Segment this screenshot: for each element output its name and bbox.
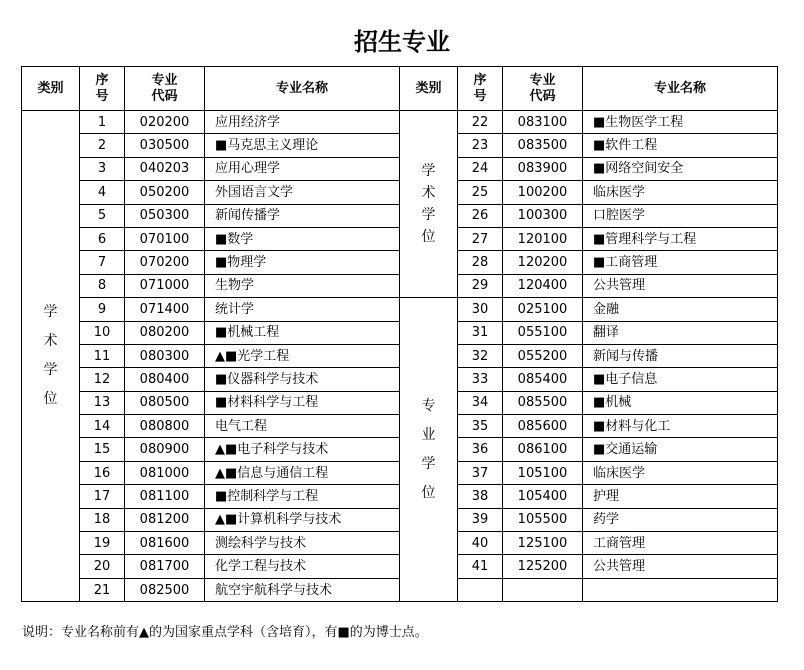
header-seq-right: 序号	[458, 67, 503, 111]
code-cell: 071400	[125, 298, 205, 321]
name-cell: ■交通运输	[583, 438, 778, 461]
seq-cell: 7	[80, 251, 125, 274]
code-cell: 100300	[503, 204, 583, 227]
code-cell: 070100	[125, 227, 205, 250]
seq-cell: 11	[80, 344, 125, 367]
name-cell: ■机械工程	[205, 321, 400, 344]
name-cell: ■材料科学与工程	[205, 391, 400, 414]
header-seq: 序号	[80, 67, 125, 111]
name-cell: ■生物医学工程	[583, 111, 778, 134]
name-cell: 化学工程与技术	[205, 555, 400, 578]
code-cell: 083500	[503, 134, 583, 157]
name-cell: 护理	[583, 485, 778, 508]
seq-cell: 6	[80, 227, 125, 250]
name-cell: 临床医学	[583, 461, 778, 484]
seq-cell: 32	[458, 344, 503, 367]
header-name-right: 专业名称	[583, 67, 778, 111]
code-cell: 105500	[503, 508, 583, 531]
code-cell: 071000	[125, 274, 205, 297]
code-cell: 085600	[503, 415, 583, 438]
code-cell: 086100	[503, 438, 583, 461]
empty-cell	[458, 578, 503, 601]
seq-cell: 14	[80, 415, 125, 438]
name-cell: ■机械	[583, 391, 778, 414]
table-row	[22, 111, 778, 134]
empty-cell	[583, 578, 778, 601]
category-label: 学术学位	[421, 163, 436, 246]
header-name: 专业名称	[205, 67, 400, 111]
name-cell: 应用心理学	[205, 157, 400, 180]
code-cell: 020200	[125, 111, 205, 134]
seq-cell: 30	[458, 298, 503, 321]
code-cell: 082500	[125, 578, 205, 601]
name-cell: 口腔医学	[583, 204, 778, 227]
name-cell: 临床医学	[583, 181, 778, 204]
table-row	[22, 298, 778, 321]
code-cell: 120400	[503, 274, 583, 297]
code-cell: 085500	[503, 391, 583, 414]
category-cell-academic-left	[22, 111, 80, 602]
code-cell: 081200	[125, 508, 205, 531]
seq-cell: 17	[80, 485, 125, 508]
code-cell: 105100	[503, 461, 583, 484]
seq-cell: 23	[458, 134, 503, 157]
category-cell-academic-right	[400, 111, 458, 298]
code-cell: 055100	[503, 321, 583, 344]
seq-cell: 26	[458, 204, 503, 227]
name-cell: ▲■电子科学与技术	[205, 438, 400, 461]
name-cell: ▲■光学工程	[205, 344, 400, 367]
seq-cell: 5	[80, 204, 125, 227]
name-cell: 电气工程	[205, 415, 400, 438]
empty-cell	[503, 578, 583, 601]
seq-cell: 15	[80, 438, 125, 461]
seq-cell: 24	[458, 157, 503, 180]
header-row	[22, 67, 778, 111]
category-label: 学术学位	[43, 304, 58, 408]
code-cell: 081100	[125, 485, 205, 508]
code-cell: 080200	[125, 321, 205, 344]
code-cell: 083100	[503, 111, 583, 134]
code-cell: 081000	[125, 461, 205, 484]
seq-cell: 31	[458, 321, 503, 344]
seq-cell: 39	[458, 508, 503, 531]
code-cell: 120200	[503, 251, 583, 274]
code-cell: 050200	[125, 181, 205, 204]
name-cell: ■软件工程	[583, 134, 778, 157]
seq-cell: 38	[458, 485, 503, 508]
name-cell: ■控制科学与工程	[205, 485, 400, 508]
name-cell: ■管理科学与工程	[583, 227, 778, 250]
name-cell: 生物学	[205, 274, 400, 297]
seq-cell: 9	[80, 298, 125, 321]
name-cell: 公共管理	[583, 555, 778, 578]
seq-cell: 16	[80, 461, 125, 484]
page-title: 招生专业	[354, 28, 450, 56]
code-cell: 085400	[503, 368, 583, 391]
seq-cell: 12	[80, 368, 125, 391]
code-cell: 125100	[503, 532, 583, 555]
seq-cell: 41	[458, 555, 503, 578]
code-cell: 081700	[125, 555, 205, 578]
seq-cell: 25	[458, 181, 503, 204]
name-cell: ▲■计算机科学与技术	[205, 508, 400, 531]
name-cell: ■马克思主义理论	[205, 134, 400, 157]
seq-cell: 10	[80, 321, 125, 344]
code-cell: 055200	[503, 344, 583, 367]
seq-cell: 27	[458, 227, 503, 250]
header-category: 类别	[22, 67, 80, 111]
name-cell: 药学	[583, 508, 778, 531]
seq-cell: 1	[80, 111, 125, 134]
code-cell: 040203	[125, 157, 205, 180]
code-cell: 105400	[503, 485, 583, 508]
seq-cell: 4	[80, 181, 125, 204]
name-cell: ■网络空间安全	[583, 157, 778, 180]
seq-cell: 37	[458, 461, 503, 484]
name-cell: ■仪器科学与技术	[205, 368, 400, 391]
name-cell: 金融	[583, 298, 778, 321]
header-category-right: 类别	[400, 67, 458, 111]
footnote: 说明：专业名称前有▲的为国家重点学科（含培育），有■的为博士点。	[22, 625, 428, 640]
code-cell: 083900	[503, 157, 583, 180]
code-cell: 025100	[503, 298, 583, 321]
name-cell: ■材料与化工	[583, 415, 778, 438]
seq-cell: 8	[80, 274, 125, 297]
name-cell: 工商管理	[583, 532, 778, 555]
header-code: 专业代码	[125, 67, 205, 111]
name-cell: ■工商管理	[583, 251, 778, 274]
code-cell: 080400	[125, 368, 205, 391]
code-cell: 050300	[125, 204, 205, 227]
header-code-right: 专业代码	[503, 67, 583, 111]
seq-cell: 2	[80, 134, 125, 157]
seq-cell: 22	[458, 111, 503, 134]
code-cell: 080300	[125, 344, 205, 367]
majors-table	[21, 66, 778, 602]
name-cell: 公共管理	[583, 274, 778, 297]
code-cell: 080500	[125, 391, 205, 414]
seq-cell: 40	[458, 532, 503, 555]
name-cell: 应用经济学	[205, 111, 400, 134]
code-cell: 070200	[125, 251, 205, 274]
code-cell: 100200	[503, 181, 583, 204]
seq-cell: 36	[458, 438, 503, 461]
name-cell: ▲■信息与通信工程	[205, 461, 400, 484]
code-cell: 030500	[125, 134, 205, 157]
name-cell: 统计学	[205, 298, 400, 321]
category-label: 专业学位	[421, 397, 436, 501]
name-cell: 新闻传播学	[205, 204, 400, 227]
name-cell: ■电子信息	[583, 368, 778, 391]
name-cell: 新闻与传播	[583, 344, 778, 367]
seq-cell: 18	[80, 508, 125, 531]
code-cell: 080900	[125, 438, 205, 461]
code-cell: 125200	[503, 555, 583, 578]
seq-cell: 21	[80, 578, 125, 601]
name-cell: 航空宇航科学与技术	[205, 578, 400, 601]
seq-cell: 28	[458, 251, 503, 274]
code-cell: 080800	[125, 415, 205, 438]
name-cell: 测绘科学与技术	[205, 532, 400, 555]
seq-cell: 29	[458, 274, 503, 297]
seq-cell: 13	[80, 391, 125, 414]
seq-cell: 35	[458, 415, 503, 438]
seq-cell: 34	[458, 391, 503, 414]
name-cell: 翻译	[583, 321, 778, 344]
seq-cell: 20	[80, 555, 125, 578]
category-cell-professional	[400, 298, 458, 602]
seq-cell: 3	[80, 157, 125, 180]
name-cell: ■数学	[205, 227, 400, 250]
code-cell: 120100	[503, 227, 583, 250]
name-cell: ■物理学	[205, 251, 400, 274]
seq-cell: 19	[80, 532, 125, 555]
code-cell: 081600	[125, 532, 205, 555]
seq-cell: 33	[458, 368, 503, 391]
name-cell: 外国语言文学	[205, 181, 400, 204]
